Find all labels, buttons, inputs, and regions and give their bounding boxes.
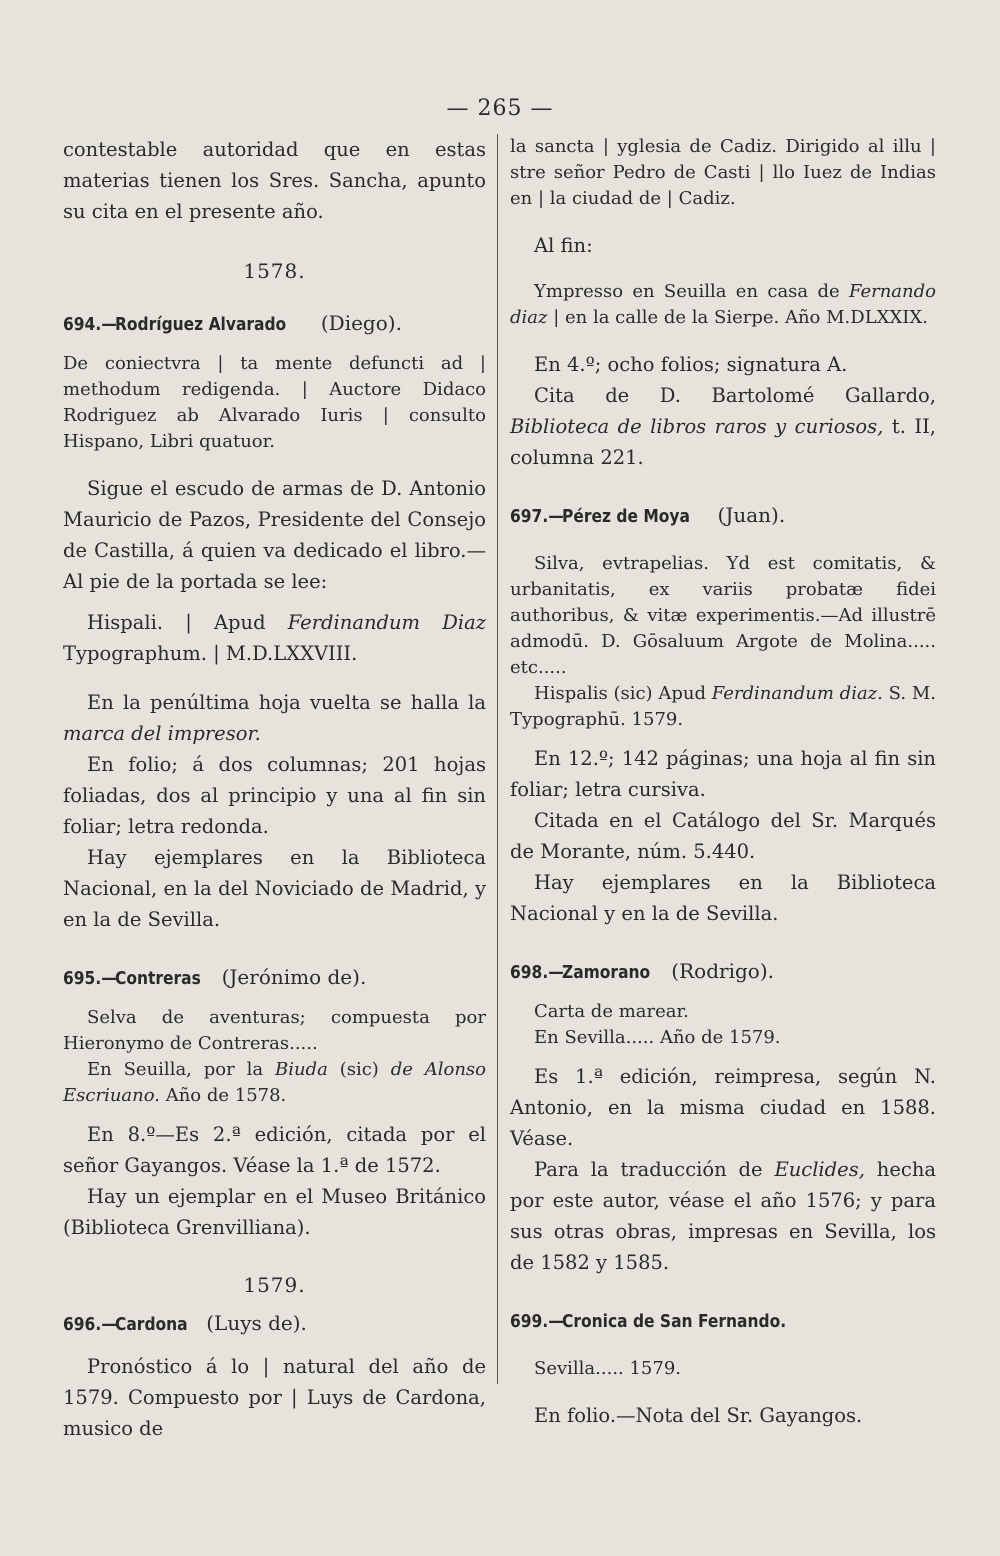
entry-698-title: Carta de marear. (534, 1001, 689, 1022)
entry-699-note-1: En folio.—Nota del Sr. Gayangos. (534, 1404, 863, 1427)
entry-696-title-cont: la sancta | yglesia de Cadiz. Dirigido al illu | stre señor Pedro de Casti | llo Iuez de Indias en | la ciudad de | Cadiz. (510, 136, 936, 209)
entry-697-note-3: Hay ejemplares en la Biblioteca Nacional y en la de Sevilla. (510, 871, 936, 925)
entry-695-heading (63, 961, 486, 995)
entry-694-note-2-italic: marca del impresor. (63, 722, 261, 745)
entry-695-note-2: Hay un ejemplar en el Museo Británico (Biblioteca Grenvilliana). (63, 1185, 486, 1239)
entry-699-heading (510, 1304, 936, 1338)
entry-696-imprint (510, 279, 936, 331)
entry-696-note-2-italic: Biblioteca de libros raros y curiosos, (510, 415, 884, 438)
left-column (63, 134, 486, 1444)
entry-698-note-1: Es 1.ª edición, reimpresa, según N. Antonio, en la misma ciudad en 1588. Véase. (510, 1065, 936, 1150)
entry-699-title-heading: Cronica de San Fernando. (562, 1311, 787, 1332)
entry-695-title: Selva de aventuras; compuesta por Hieronymo de Contreras..... (63, 1007, 486, 1054)
entry-695-author: Contreras (115, 968, 202, 989)
entry-695-note-1: En 8.º—Es 2.ª edición, citada por el señor Gayangos. Véase la 1.ª de 1572. (63, 1123, 486, 1177)
entry-697-imprint-a: Hispalis (sic) Apud (534, 683, 712, 704)
entry-697-author: Pérez de Moya (562, 506, 691, 527)
entry-698-author: Zamorano (562, 962, 651, 983)
entry-697-imprint-b: S. M. Typographū. 1579. (510, 683, 936, 730)
entry-696-imprint-b: | en la calle de la Sierpe. Año M.DLXXIX. (547, 307, 928, 328)
entry-697-imprint (510, 681, 936, 733)
entry-695-number: 695.— (63, 968, 117, 989)
entry-696-imprint-a: Ympresso en Seuilla en casa de (534, 281, 849, 302)
entry-697-title: Silva, evtrapelias. Yd est comitatis, & urbanitatis, ex variis probatæ fidei authoribus, & vitæ experimentis.—Ad illustrē admodū. D. Gōsaluum Argote de Molina..... etc..... (510, 553, 936, 678)
entry-698-number: 698.— (510, 962, 564, 983)
entry-694-heading (63, 307, 486, 341)
entry-698-heading (510, 955, 936, 989)
entry-695-imprint-italic-2: de Alonso Escriuano. (63, 1059, 487, 1106)
entry-697-imprint-italic: Ferdinandum diaz. (711, 683, 883, 704)
entry-694-imprint-a: Hispali. | Apud (87, 611, 288, 634)
entry-698-author-rest: (Rodrigo). (664, 959, 774, 983)
entry-697-author-rest: (Juan). (711, 503, 786, 527)
entry-696-note-2 (510, 380, 936, 473)
entry-696-title: Pronóstico á lo | natural del año de 1579. Compuesto por | Luys de Cardona, musico de (63, 1355, 486, 1440)
entry-697-heading (510, 499, 936, 533)
entry-695-imprint-italic-1: Biuda (274, 1059, 328, 1080)
entry-695-imprint (63, 1057, 486, 1109)
entry-697-note-1: En 12.º; 142 páginas; una hoja al fin sin foliar; letra cursiva. (510, 747, 936, 801)
entry-698-note-2-italic: Euclides, (774, 1158, 865, 1181)
entry-694-number: 694.— (63, 314, 117, 335)
entry-696-note-2-a: Cita de D. Bartolomé Gallardo, (534, 384, 936, 407)
entry-697-number: 697.— (510, 506, 564, 527)
entry-697-note-2: Citada en el Catálogo del Sr. Marqués de Morante, núm. 5.440. (510, 809, 936, 863)
entry-695-imprint-a: En Seuilla, por la (87, 1059, 275, 1080)
entry-696-heading (63, 1307, 486, 1341)
entry-694-author-rest: (Diego). (314, 311, 402, 335)
entry-694-imprint-italic: Ferdinandum Diaz (287, 611, 486, 634)
entry-695-imprint-b: (sic) (327, 1059, 391, 1080)
entry-698-note-2-b: hecha por este autor, véase el año 1576; y para sus otras obras, impresas en Sevilla, los de 1582 y 1585. (510, 1158, 937, 1274)
entry-696-number: 696.— (63, 1314, 117, 1335)
entry-696-alfin: Al fin: (534, 234, 593, 257)
entry-694-note-1: Sigue el escudo de armas de D. Antonio Mauricio de Pazos, Presidente del Consejo de Castilla, á quien va dedicado el libro.— Al pie de la portada se lee: (63, 477, 486, 593)
entry-694-imprint-b: Typographum. | M.D.LXXVIII. (63, 642, 358, 665)
entry-694-note-4: Hay ejemplares en la Biblioteca Nacional, en la del Noviciado de Madrid, y en la de Sevilla. (63, 846, 486, 931)
entry-696-author: Cardona (115, 1314, 189, 1335)
entry-694-note-3: En folio; á dos columnas; 201 hojas foliadas, dos al principio y una al fin sin foliar; letra redonda. (63, 753, 486, 838)
year-heading-1579: 1579. (243, 1273, 306, 1297)
entry-696-author-rest: (Luys de). (199, 1311, 307, 1335)
entry-694-title: De coniectvra | ta mente defuncti ad | methodum redigenda. | Auctore Didaco Rodriguez ab Alvarado Iuris | consulto Hispano, Libri quatuor. (63, 353, 486, 452)
entry-698-note-2-a: Para la traducción de (534, 1158, 775, 1181)
entry-694-note-2-a: En la penúltima hoja vuelta se halla la (87, 691, 486, 714)
entry-696-note-2-b: t. II, columna 221. (510, 415, 936, 469)
year-heading-1578: 1578. (243, 259, 306, 283)
entry-695-imprint-c: Año de 1578. (159, 1085, 287, 1106)
entry-696-note-1: En 4.º; ocho folios; signatura A. (534, 353, 848, 376)
column-divider (497, 134, 498, 1384)
entry-694-imprint (63, 607, 486, 669)
entry-699-imprint: Sevilla..... 1579. (534, 1358, 682, 1379)
entry-696-imprint-italic: Fernando diaz (510, 281, 936, 328)
entry-695-author-rest: (Jerónimo de). (215, 965, 367, 989)
page-number: — 265 — (446, 96, 554, 121)
entry-698-note-2 (510, 1154, 936, 1278)
intro-text: contestable autoridad que en estas materias tienen los Sres. Sancha, apunto su cita en el presente año. (63, 138, 486, 223)
right-column (510, 134, 936, 1431)
entry-699-number: 699.— (510, 1311, 564, 1332)
entry-698-imprint: En Sevilla..... Año de 1579. (534, 1027, 781, 1048)
entry-694-author: Rodríguez Alvarado (115, 314, 287, 335)
entry-694-note-2 (63, 687, 486, 749)
